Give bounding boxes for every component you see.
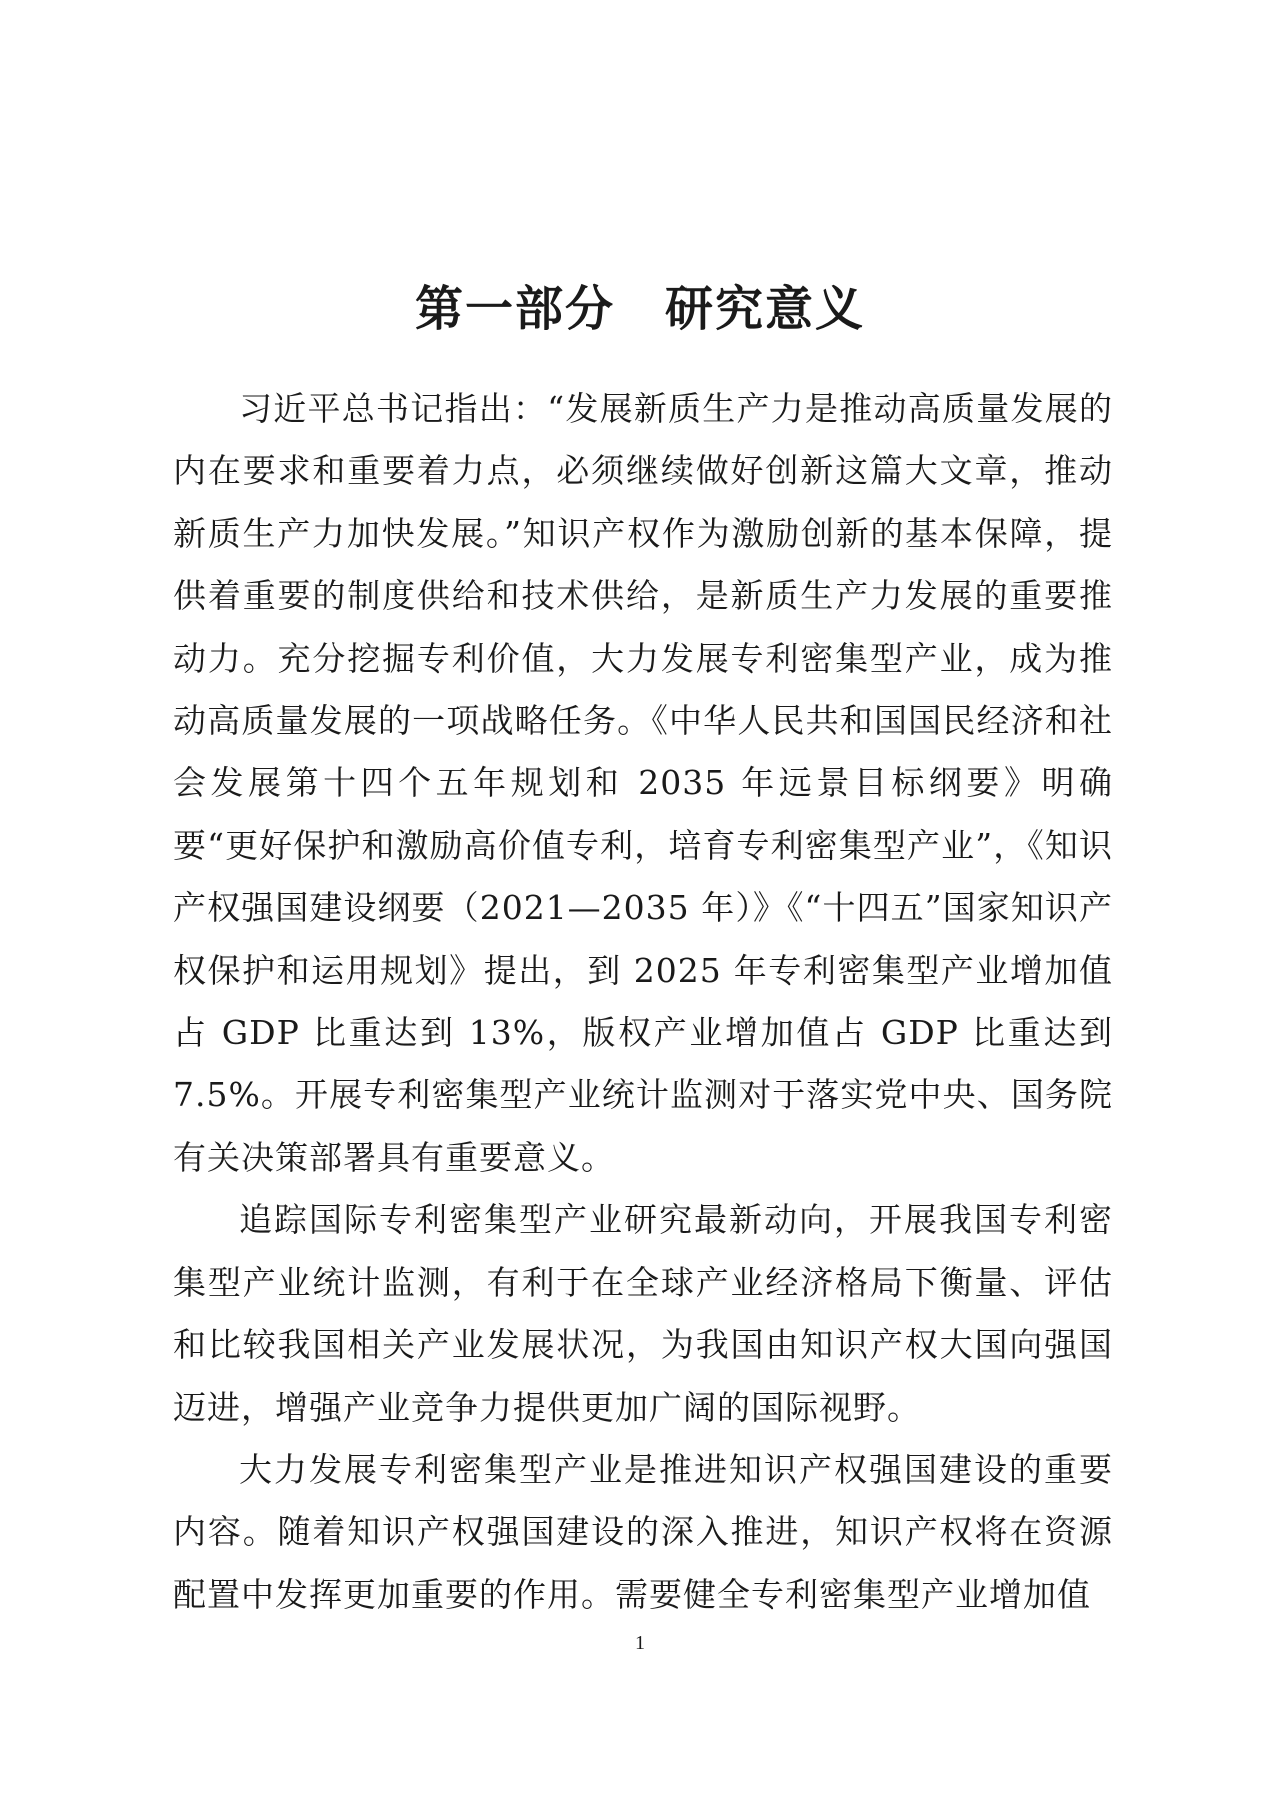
body-text [173,378,1113,1626]
paragraph-3: 大力发展专利密集型产业是推进知识产权强国建设的重要内容。随着知识产权强国建设的深入推进，知识产权将在资源配置中发挥更加重要的作用。需要健全专利密集型产业增加值 [173,1449,1113,1614]
page-number: 1 [635,1632,645,1654]
paragraph-2: 追踪国际专利密集型产业研究最新动向，开展我国专利密集型产业统计监测，有利于在全球产业经济格局下衡量、评估和比较我国相关产业发展状况，为我国由知识产权大国向强国迈进，增强产业竞争力提供更加广阔的国际视野。 [173,1200,1113,1427]
paragraph-1: 习近平总书记指出：“发展新质生产力是推动高质量发展的内在要求和重要着力点，必须继续做好创新这篇大文章，推动新质生产力加快发展。”知识产权作为激励创新的基本保障，提供着重要的制度供给和技术供给，是新质生产力发展的重要推动力。充分挖掘专利价值，大力发展专利密集型产业，成为推动高质量发展的一项战略任务。《中华人民共和国国民经济和社会发展第十四个五年规划和 2035 年远景目标纲要》明确要“更好保护和激励高价值专利，培育专利密集型产业”，《知识产权强国建设纲要（2021—2035 年）》《“十四五”国家知识产权保护和运用规划》提出，到 2025 年专利密集型产业增加值占 GDP 比重达到 13%，版权产业增加值占 GDP 比重达到 7.5%。开展专利密集型产业统计监测对于落实党中央、国务院有关决策部署具有重要意义。 [173,389,1113,1177]
section-title: 第一部分 研究意义 [414,281,865,338]
